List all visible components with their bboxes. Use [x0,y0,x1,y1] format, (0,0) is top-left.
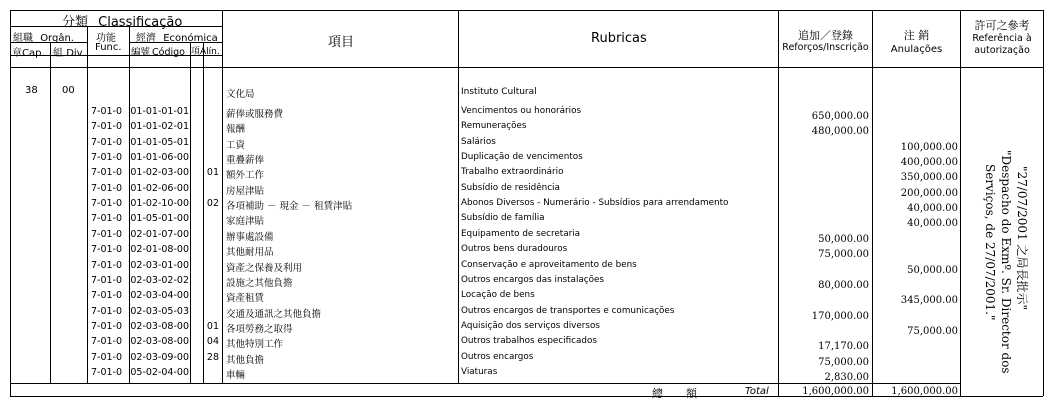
row-code: 01-01-02-01 [130,121,189,133]
row-item-zh: 資產之保養及利用 [226,262,303,274]
header-ref-pt1: Referência à [972,33,1032,44]
row-rubrica-pt: Abonos Diversos - Numerário - Subsídios para arrendamento [461,198,729,209]
total-reforcos: 1,600,000.00 [802,386,869,397]
row-code: 01-02-06-00 [130,182,189,194]
row-code: 02-03-08-00 [130,320,189,332]
header-funcional-zh: 功能 [96,33,116,44]
row-item-zh: 資產租賃 [226,293,265,305]
group-div: 00 [62,85,75,96]
row-anulacoes: 350,000.00 [900,172,958,184]
row-func: 7-01-0 [91,274,123,286]
row-anulacoes: 40,000.00 [907,218,958,230]
row-code: 02-03-01-00 [130,259,189,271]
header-economica-pt: Económica [163,33,218,44]
row-rubrica-pt: Conservação e aproveitamento de bens [461,259,637,270]
row-alin: 04 [206,336,219,348]
row-reforcos: 75,000.00 [818,356,869,368]
header-items-zh: 項目 [328,35,355,50]
total-label-pt: Total [745,386,769,397]
row-item-zh: 工資 [226,139,246,151]
row-anulacoes: 40,000.00 [907,203,958,215]
row-anulacoes: 75,000.00 [907,325,958,337]
header-reforcos-zh: 追加／登錄 [798,29,853,42]
header-cap [12,44,45,59]
row-item-zh: 其他耐用品 [226,247,274,259]
header-reforcos-pt: Reforços/Inscrição [782,42,869,53]
row-reforcos: 80,000.00 [818,279,869,291]
header-cap-zh: 章 [12,48,22,59]
row-code: 01-05-01-00 [130,213,189,225]
authorization-line2: "Despacho do Exmº. Sr. Director dos [999,150,1013,374]
row-item-zh: 家庭津貼 [226,216,265,228]
row-item-zh: 交通及通訊之其他負擔 [226,308,322,320]
row-rubrica-pt: Aquisição dos serviços diversos [461,320,600,331]
header-anulacoes-pt: Anulações [890,44,943,55]
row-func: 7-01-0 [91,136,123,148]
authorization-line3: Serviços, de 27/07/2001." [983,164,997,321]
header-funcional-pt: Func. [95,42,122,53]
header-classificacao-zh: 分類 [62,15,89,30]
row-rubrica-pt: Remunerações [461,121,527,132]
row-func: 7-01-0 [91,198,123,210]
header-ref-zh: 許可之參考 [974,19,1030,32]
row-code: 02-01-08-00 [130,244,189,256]
row-code: 01-01-06-00 [130,152,189,164]
row-reforcos: 17,170.00 [818,341,869,353]
row-rubrica-pt: Outros trabalhos especificados [461,336,597,347]
header-economica-zh: 經濟 [136,33,156,44]
row-func: 7-01-0 [91,290,123,302]
row-reforcos: 480,000.00 [811,126,869,138]
row-item-zh: 辦事處設備 [226,231,274,243]
row-code: 05-02-04-00 [130,366,189,378]
row-rubrica-pt: Outros encargos das instalações [461,274,605,285]
row-func: 7-01-0 [91,259,123,271]
row-func: 7-01-0 [91,366,123,378]
row-reforcos: 2,830.00 [824,371,869,383]
row-code: 02-03-08-00 [130,336,189,348]
row-code: 02-03-05-03 [130,305,189,317]
row-anulacoes: 400,000.00 [900,157,958,169]
row-item-zh: 車輛 [226,369,246,381]
header-div-zh: 組 [53,48,63,59]
group-name-zh: 文化局 [226,89,255,100]
row-code: 02-03-02-02 [130,274,189,286]
row-func: 7-01-0 [91,351,123,363]
header-organ [13,29,74,44]
authorization-note [982,150,1030,374]
row-code: 02-01-07-00 [130,228,189,240]
row-func: 7-01-0 [91,152,123,164]
total-anulacoes: 1,600,000.00 [891,386,958,397]
header-classificacao [62,11,182,30]
row-item-zh: 其他負擔 [226,354,265,366]
authorization-line1: "27/07/2001 之局長批示" [1015,166,1029,311]
row-func: 7-01-0 [91,106,123,117]
header-codigo [131,44,185,58]
row-reforcos: 75,000.00 [818,249,869,261]
row-rubrica-pt: Equipamento de secretaria [461,228,581,239]
row-anulacoes: 50,000.00 [907,264,958,276]
row-code: 02-03-04-00 [130,290,189,302]
row-rubrica-pt: Outros encargos [461,351,534,362]
row-func: 7-01-0 [91,305,123,317]
row-rubrica-pt: Subsídio de residência [461,182,560,193]
row-item-zh: 薪俸或服務費 [226,109,284,120]
header-cap-pt: Cap. [22,48,45,59]
row-item-zh: 重疊薪俸 [226,155,265,167]
header-div-pt: Div. [66,48,85,59]
row-code: 01-02-10-00 [130,198,189,210]
row-item-zh: 各項勞務之取得 [226,323,293,335]
row-item-zh: 房屋津貼 [226,185,265,197]
header-alin-pt: Alín. [200,47,220,57]
header-alin [191,44,220,57]
row-reforcos: 170,000.00 [811,310,869,322]
row-rubrica-pt: Outros bens duradouros [461,244,568,255]
row-alin: 28 [206,351,219,363]
row-rubrica-pt: Subsídio de família [461,213,545,224]
row-rubrica-pt: Outros encargos de transportes e comunicações [461,305,675,316]
row-item-zh: 各項補助 － 現金 － 租賃津貼 [226,201,353,213]
row-func: 7-01-0 [91,228,123,240]
row-code: 02-03-09-00 [130,351,189,363]
row-rubrica-pt: Viaturas [461,366,498,377]
row-code: 01-01-05-01 [130,136,189,148]
row-alin: 01 [206,167,219,179]
row-func: 7-01-0 [91,320,123,332]
row-rubrica-pt: Salários [461,136,496,147]
header-div [53,44,85,59]
row-alin: 02 [206,198,219,210]
row-code: 01-02-03-00 [130,167,189,179]
header-economica [136,29,218,44]
header-codigo-zh: 編號 [131,47,151,58]
row-func: 7-01-0 [91,213,123,225]
row-item-zh: 其他特別工作 [226,339,284,351]
row-alin: 01 [206,320,219,332]
row-item-zh: 設施之其他負擔 [226,277,293,289]
row-rubrica-pt: Vencimentos ou honorários [461,106,582,116]
header-alin-zh: 項 [191,47,201,57]
row-anulacoes: 200,000.00 [900,187,958,199]
row-code: 01-01-01-01 [130,106,189,117]
row-func: 7-01-0 [91,167,123,179]
header-rubricas: Rubricas [591,31,647,46]
header-anulacoes-zh: 注 銷 [903,29,930,42]
header-codigo-pt: Código [152,47,185,58]
row-reforcos: 50,000.00 [818,233,869,245]
header-organ-pt: Orgân. [40,33,74,44]
header-organ-zh: 組職 [13,33,33,44]
row-func: 7-01-0 [91,336,123,348]
row-func: 7-01-0 [91,121,123,133]
header-classificacao-pt: Classificação [98,15,183,30]
row-reforcos: 650,000.00 [811,111,869,122]
row-item-zh: 額外工作 [226,170,265,182]
row-func: 7-01-0 [91,182,123,194]
total-label-zh: 總 額 [652,387,703,400]
row-rubrica-pt: Trabalho extraordinário [461,167,564,178]
group-cap: 38 [25,85,38,96]
row-anulacoes: 345,000.00 [900,295,958,307]
row-rubrica-pt: Locação de bens [461,290,535,301]
row-anulacoes: 100,000.00 [900,141,958,153]
group-name-pt: Instituto Cultural [461,87,537,97]
row-item-zh: 報酬 [226,124,246,136]
header-ref-pt2: autorização [974,45,1030,56]
row-rubrica-pt: Duplicação de vencimentos [461,152,583,163]
row-func: 7-01-0 [91,244,123,256]
